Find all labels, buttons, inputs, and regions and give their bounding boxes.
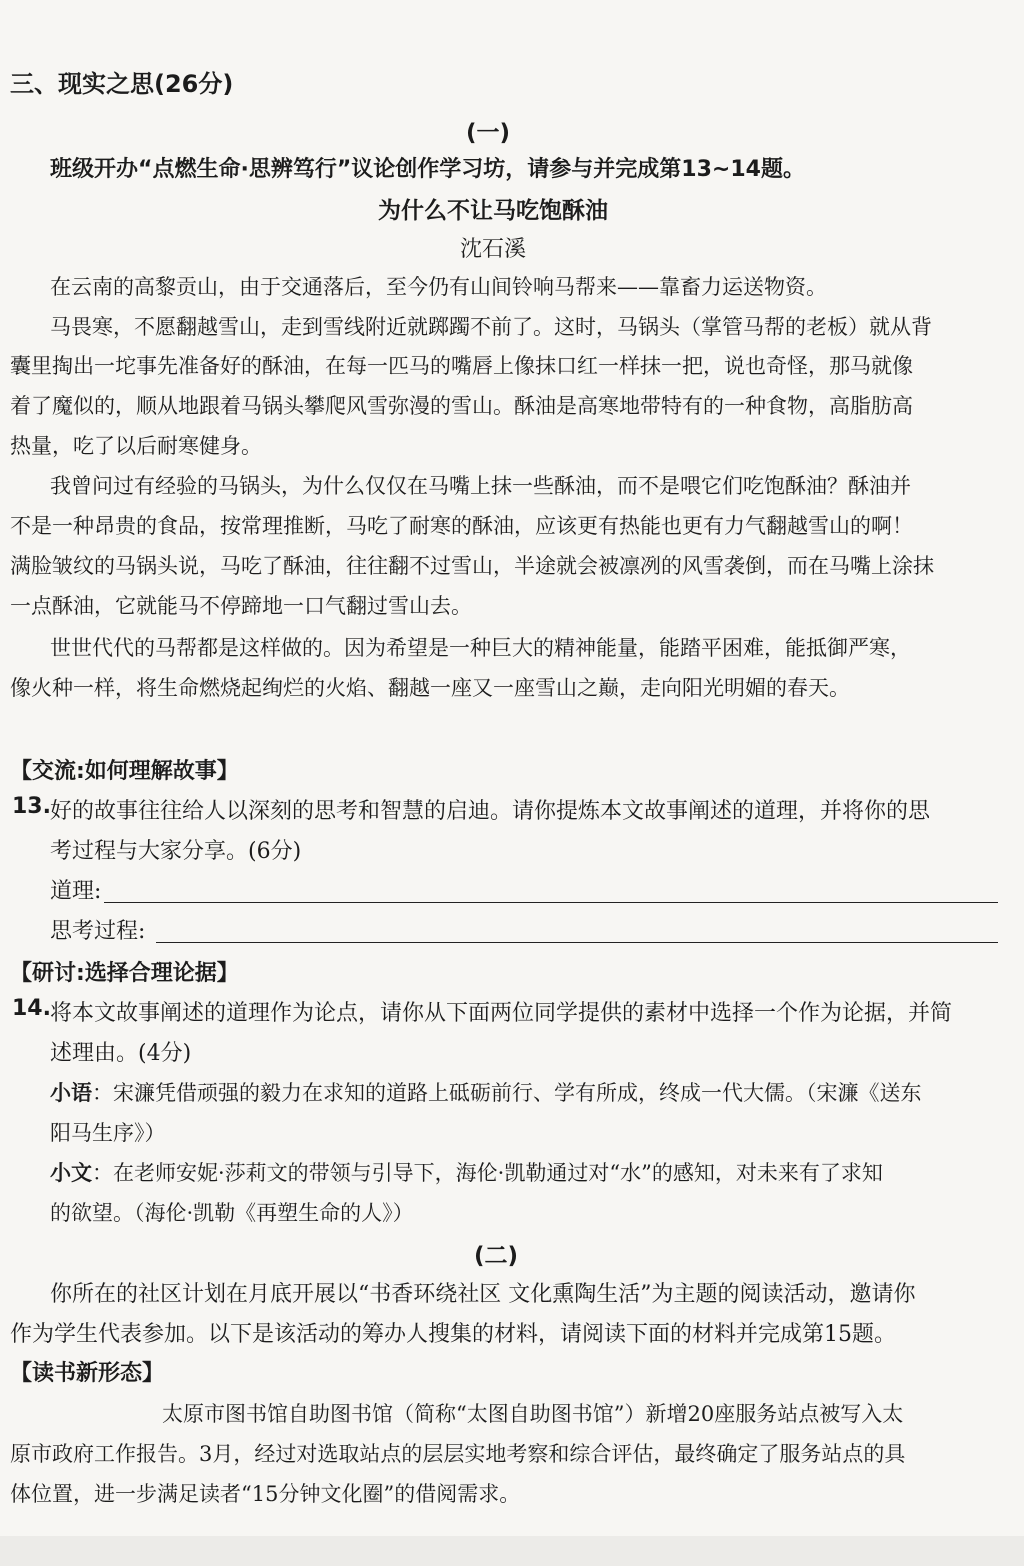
xiaoyu-text: ：宋濂凭借顽强的毅力在求知的道路上砥砺前行、学有所成，终成一代大儒。（宋濂《送东 (92, 1081, 922, 1105)
question-13-number: 13. (12, 794, 51, 819)
principle-label: 道理: (50, 879, 102, 904)
xiaowen-material (50, 1157, 883, 1187)
xiaoyu-text-cont: 阳马生序》） (50, 1121, 166, 1145)
part-two-marker: (二) (474, 1243, 519, 1269)
exchange-heading: 【交流:如何理解故事】 (10, 759, 239, 784)
reading-heading: 【读书新形态】 (10, 1361, 165, 1386)
article-author: 沈石溪 (460, 237, 527, 262)
article-line: 囊里掏出一坨事先准备好的酥油，在每一匹马的嘴唇上像抹口红一样抹一把，说也奇怪，那马就像 (10, 354, 913, 378)
scan-margin (0, 1536, 1024, 1566)
article-line: 热量，吃了以后耐寒健身。 (10, 434, 262, 458)
article-line: 着了魔似的，顺从地跟着马锅头攀爬风雪弥漫的雪山。酥油是高寒地带特有的一种食物，高脂肪高 (10, 394, 913, 418)
article-line: 像火种一样，将生命燃烧起绚烂的火焰、翻越一座又一座雪山之巅，走向阳光明媚的春天。 (10, 676, 850, 700)
question-14-number: 14. (12, 996, 51, 1021)
question-13-text: 好的故事往往给人以深刻的思考和智慧的启迪。请你提炼本文故事阐述的道理，并将你的思 (50, 799, 931, 824)
xiaoyu-label: 小语 (50, 1081, 92, 1105)
part-one-intro: 班级开办“点燃生命·思辨笃行”议论创作学习坊，请参与并完成第13~14题。 (50, 157, 805, 182)
thinking-process-answer-line[interactable] (156, 942, 998, 943)
article-line: 世世代代的马帮都是这样做的。因为希望是一种巨大的精神能量，能踏平困难，能抵御严寒， (50, 636, 911, 660)
xiaoyu-material (50, 1077, 922, 1107)
article-line: 我曾问过有经验的马锅头，为什么仅仅在马嘴上抹一些酥油，而不是喂它们吃饱酥油？酥油并 (50, 474, 911, 498)
article-line: 不是一种昂贵的食品，按常理推断，马吃了耐寒的酥油，应该更有热能也更有力气翻越雪山的啊！ (10, 514, 913, 538)
material-text: 体位置，进一步满足读者“15分钟文化圈”的借阅需求。 (10, 1482, 521, 1506)
principle-answer-line[interactable] (104, 902, 998, 903)
material-text: 原市政府工作报告。3月，经过对选取站点的层层实地考察和综合评估，最终确定了服务站点的具 (10, 1442, 906, 1466)
part-two-intro: 作为学生代表参加。以下是该活动的筹办人搜集的材料，请阅读下面的材料并完成第15题。 (10, 1322, 896, 1347)
material-text: 太原市图书馆自助图书馆（简称“太图自助图书馆”）新增20座服务站点被写入太 (162, 1402, 904, 1426)
part-two-intro: 你所在的社区计划在月底开展以“书香环绕社区 文化熏陶生活”为主题的阅读活动，邀请你 (50, 1282, 916, 1307)
research-heading: 【研讨:选择合理论据】 (10, 961, 239, 986)
article-line: 一点酥油，它就能马不停蹄地一口气翻过雪山去。 (10, 594, 472, 618)
article-line: 满脸皱纹的马锅头说，马吃了酥油，往往翻不过雪山，半途就会被凛冽的风雪袭倒，而在马嘴上涂抹 (10, 554, 934, 578)
part-one-marker: (一) (466, 120, 511, 146)
thinking-process-label: 思考过程: (50, 919, 146, 944)
section-title: 三、现实之思(26分) (10, 70, 234, 98)
question-14-text: 将本文故事阐述的道理作为论点，请你从下面两位同学提供的素材中选择一个作为论据，并简 (50, 1001, 953, 1026)
article-line: 马畏寒，不愿翻越雪山，走到雪线附近就踯躅不前了。这时，马锅头（掌管马帮的老板）就从背 (50, 315, 932, 339)
xiaowen-text-cont: 的欲望。（海伦·凯勒《再塑生命的人》） (50, 1201, 414, 1225)
xiaowen-label: 小文 (50, 1161, 92, 1185)
article-title: 为什么不让马吃饱酥油 (378, 198, 608, 224)
question-13-text: 考过程与大家分享。(6分) (50, 839, 302, 864)
article-line: 在云南的高黎贡山，由于交通落后，至今仍有山间铃响马帮来——靠畜力运送物资。 (50, 275, 827, 299)
question-14-text: 述理由。(4分) (50, 1041, 192, 1066)
xiaowen-text: ：在老师安妮·莎莉文的带领与引导下，海伦·凯勒通过对“水”的感知，对未来有了求知 (92, 1161, 883, 1185)
